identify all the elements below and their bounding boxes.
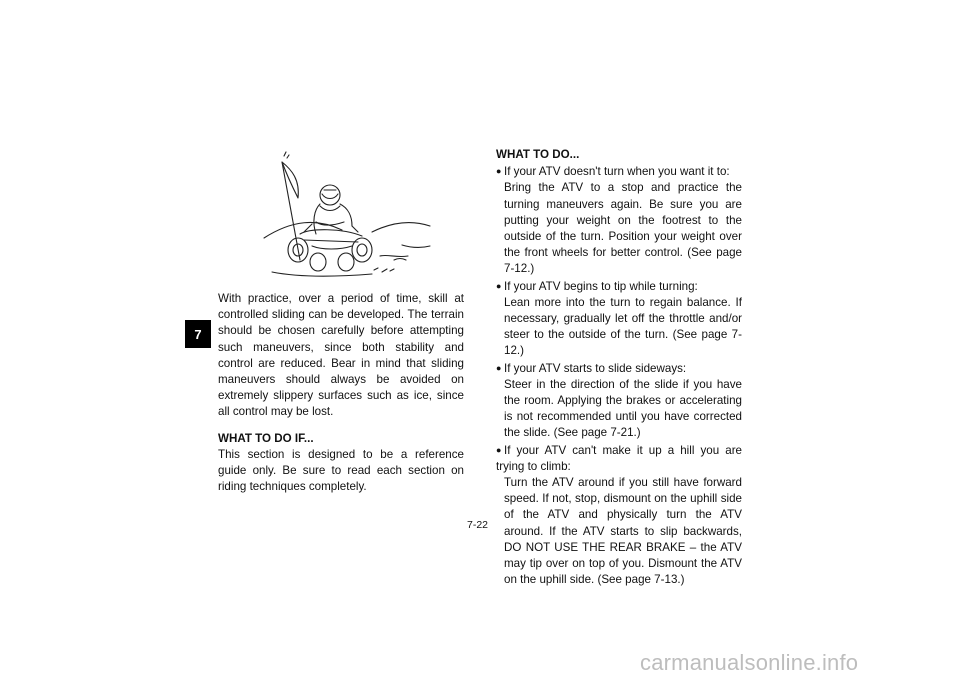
list-item — [496, 278, 742, 360]
item-action: Turn the ATV around if you still have forward speed. If not, stop, dismount on the uphill side of the ATV and physically turn the ATV around. If the ATV starts to slip backwards, DO NOT USE THE REAR BRAKE – the ATV may tip over on top of you. Dismount the ATV on the uphill side. (See page 7-13.) — [504, 476, 742, 587]
item-condition: If your ATV starts to slide sideways: — [504, 361, 687, 375]
item-condition: If your ATV begins to tip while turning: — [504, 279, 698, 293]
list-item — [496, 442, 742, 589]
bullet-icon: ● — [496, 280, 502, 291]
list-item — [496, 360, 742, 442]
what-to-do-heading: WHAT TO DO... — [496, 148, 580, 161]
what-to-do-if-heading: WHAT TO DO IF... — [218, 431, 314, 445]
item-action: Bring the ATV to a stop and practice the turning maneuvers again. Be sure you are putting your weight on the footrest to the outside of the turn. Position your weight over the front wheels for better control. (See page 7-12.) — [504, 181, 742, 276]
reference-guide-paragraph: This section is designed to be a reference guide only. Be sure to read each section on riding techniques completely. — [218, 447, 464, 494]
item-action: Steer in the direction of the slide if you have the room. Applying the brakes or accelerating is not recommended until you have corrected the slide. (See page 7-21.) — [504, 377, 742, 440]
watermark-link[interactable]: carmanualsonline.info — [640, 650, 859, 675]
bullet-icon: ● — [496, 166, 502, 177]
item-condition: If your ATV can't make it up a hill you are trying to climb: — [496, 443, 742, 473]
chapter-tab: 7 — [185, 320, 211, 348]
bullet-icon: ● — [496, 444, 502, 455]
page-number: 7-22 — [467, 519, 489, 531]
list-item — [496, 163, 742, 277]
item-condition: If your ATV doesn't turn when you want it to: — [504, 165, 730, 179]
bullet-icon: ● — [496, 362, 502, 373]
atv-rider-illustration — [262, 150, 432, 285]
intro-paragraph: With practice, over a period of time, skill at controlled sliding can be developed. The terrain should be chosen carefully before attempting such maneuvers, since both stability and control are reduced. Bear in mind that sliding maneuvers should always be avoided on extremely slippery surfaces such as ice, since all control may be lost. — [218, 292, 464, 419]
item-action: Lean more into the turn to regain balance. If necessary, gradually let off the throttle and/or steer to the outside of the turn. (See page 7-12.) — [504, 295, 742, 358]
left-column — [218, 291, 464, 495]
right-column — [496, 147, 742, 588]
